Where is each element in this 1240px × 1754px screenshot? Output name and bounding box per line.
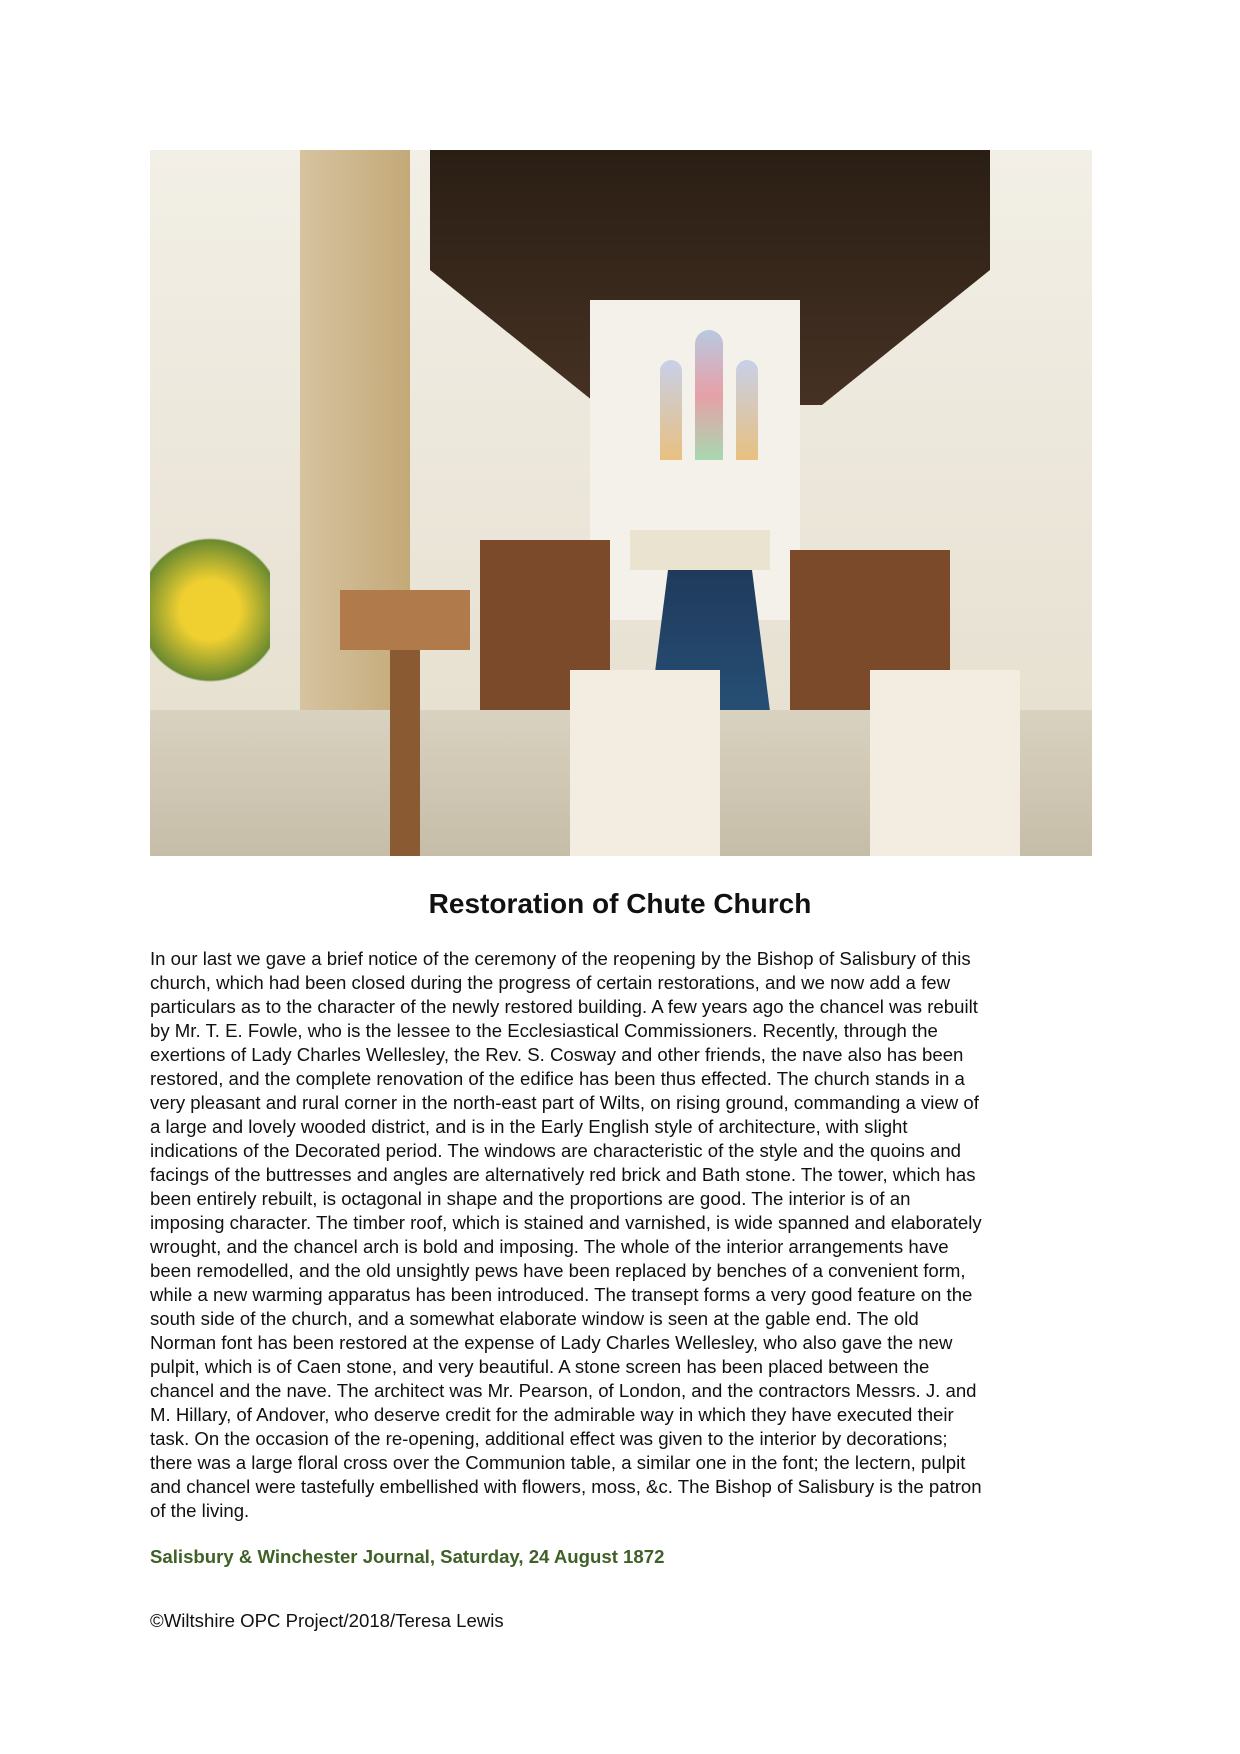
body-line: Norman font has been restored at the expense of Lady Charles Wellesley, who also gave the new xyxy=(150,1332,953,1353)
body-line: and chancel were tastefully embellished with flowers, moss, &c. The Bishop of Salisbury is the patron xyxy=(150,1476,982,1497)
body-line: been remodelled, and the old unsightly pews have been replaced by benches of a convenient form, xyxy=(150,1260,966,1281)
body-line: very pleasant and rural corner in the north-east part of Wilts, on rising ground, commanding a view of xyxy=(150,1092,979,1113)
body-line: by Mr. T. E. Fowle, who is the lessee to the Ecclesiastical Commissioners. Recently, through the xyxy=(150,1020,938,1041)
article-body xyxy=(150,947,1100,1523)
body-line: facings of the buttresses and angles are alternatively red brick and Bath stone. The tower, which has xyxy=(150,1164,976,1185)
body-line: of the living. xyxy=(150,1500,250,1521)
body-line: wrought, and the chancel arch is bold and imposing. The whole of the interior arrangements have xyxy=(150,1236,949,1257)
body-line: exertions of Lady Charles Wellesley, the Rev. S. Cosway and other friends, the nave also has been xyxy=(150,1044,964,1065)
body-line: indications of the Decorated period. The windows are characteristic of the style and the quoins and xyxy=(150,1140,962,1161)
body-line: while a new warming apparatus has been introduced. The transept forms a very good feature on the xyxy=(150,1284,973,1305)
body-line: there was a large floral cross over the Communion table, a similar one in the font; the lectern, pulpit xyxy=(150,1452,966,1473)
body-line: chancel and the nave. The architect was Mr. Pearson, of London, and the contractors Messrs. J. and xyxy=(150,1380,977,1401)
body-line: M. Hillary, of Andover, who deserve credit for the admirable way in which they have executed their xyxy=(150,1404,954,1425)
body-line: task. On the occasion of the re-opening, additional effect was given to the interior by decorations; xyxy=(150,1428,948,1449)
body-line: restored, and the complete renovation of the edifice has been thus effected. The church stands in a xyxy=(150,1068,965,1089)
body-line: imposing character. The timber roof, which is stained and varnished, is wide spanned and elaborately xyxy=(150,1212,982,1233)
body-line: been entirely rebuilt, is octagonal in shape and the proportions are good. The interior is of an xyxy=(150,1188,911,1209)
body-line: particulars as to the character of the newly restored building. A few years ago the chancel was rebuilt xyxy=(150,996,978,1017)
body-line: south side of the church, and a somewhat elaborate window is seen at the gable end. The old xyxy=(150,1308,919,1329)
body-line: a large and lovely wooded district, and is in the Early English style of architecture, with slight xyxy=(150,1116,908,1137)
article-title: Restoration of Chute Church xyxy=(428,888,812,919)
body-line: church, which had been closed during the progress of certain restorations, and we now add a few xyxy=(150,972,951,993)
source-citation: Salisbury & Winchester Journal, Saturday, 24 August 1872 xyxy=(150,1546,665,1567)
church-interior-photo xyxy=(150,150,1092,856)
body-line: pulpit, which is of Caen stone, and very beautiful. A stone screen has been placed between the xyxy=(150,1356,930,1377)
copyright-notice: ©Wiltshire OPC Project/2018/Teresa Lewis xyxy=(150,1610,504,1631)
body-line: In our last we gave a brief notice of the ceremony of the reopening by the Bishop of Salisbury of this xyxy=(150,948,971,969)
